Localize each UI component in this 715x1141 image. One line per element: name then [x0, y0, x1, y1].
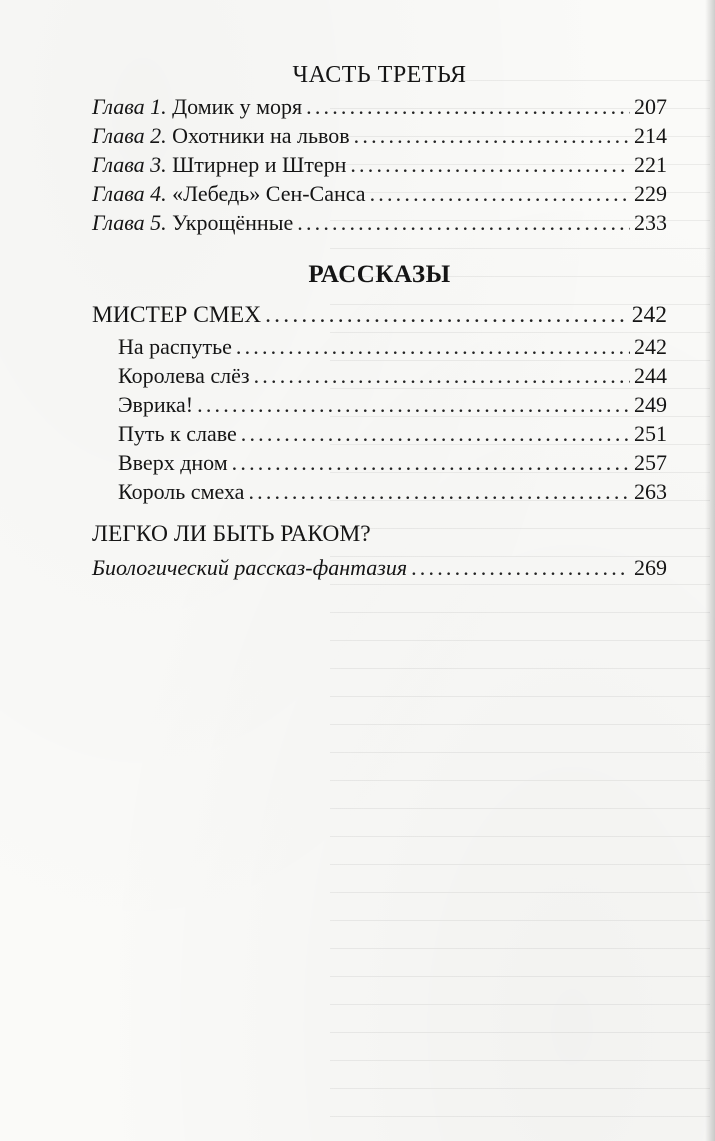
- page-number: 233: [634, 210, 667, 235]
- story-title: Путь к славе: [118, 421, 237, 446]
- chapter-prefix: Глава 1.: [92, 94, 167, 119]
- page-number: 242: [634, 334, 667, 359]
- page-number: 249: [634, 392, 667, 417]
- chapter-title: «Лебедь» Сен-Санса: [172, 181, 366, 206]
- dot-leader: [197, 390, 630, 419]
- toc-entry-chapter-4[interactable]: [92, 179, 667, 208]
- page-number: 214: [634, 123, 667, 148]
- story-title: Вверх дном: [118, 450, 228, 475]
- chapter-prefix: Глава 5.: [92, 210, 167, 235]
- toc-entry-chapter-3[interactable]: [92, 150, 667, 179]
- page-number: 221: [634, 152, 667, 177]
- chapter-prefix: Глава 2.: [92, 123, 167, 148]
- dot-leader: [265, 299, 628, 332]
- stories-heading: РАССКАЗЫ: [308, 261, 451, 288]
- page-number: 257: [634, 450, 667, 475]
- dot-leader: [236, 332, 630, 361]
- page-number: 263: [634, 479, 667, 504]
- story-title: Король смеха: [118, 479, 245, 504]
- toc-entry-chapter-1[interactable]: [92, 92, 667, 121]
- toc-entry-legko-title[interactable]: [92, 518, 667, 551]
- part-three-heading: ЧАСТЬ ТРЕТЬЯ: [292, 62, 467, 88]
- chapter-title: Охотники на львов: [172, 123, 350, 148]
- toc-entry-story[interactable]: [92, 390, 667, 419]
- dot-leader: [411, 553, 630, 582]
- dot-leader: [241, 419, 630, 448]
- page-number: 244: [634, 363, 667, 388]
- chapter-prefix: Глава 4.: [92, 181, 167, 206]
- chapter-title: Укрощённые: [172, 210, 294, 235]
- dot-leader: [297, 208, 630, 237]
- dot-leader: [248, 477, 630, 506]
- page-number: 269: [634, 555, 667, 580]
- dot-leader: [370, 179, 630, 208]
- dot-leader: [354, 121, 630, 150]
- dot-leader: [306, 92, 630, 121]
- section-subtitle: Биологический рассказ-фантазия: [92, 555, 408, 580]
- toc-entry-chapter-5[interactable]: [92, 208, 667, 237]
- page-number: 207: [634, 94, 667, 119]
- toc-entry-legko-subtitle[interactable]: [92, 553, 667, 582]
- toc-entry-story[interactable]: [92, 419, 667, 448]
- dot-leader: [232, 448, 630, 477]
- story-title: Королева слёз: [118, 363, 250, 388]
- chapter-title: Домик у моря: [172, 94, 303, 119]
- toc-entry-mister-smeh[interactable]: [92, 299, 667, 332]
- toc-entry-story[interactable]: [92, 477, 667, 506]
- toc-entry-story[interactable]: [92, 448, 667, 477]
- section-title: ЛЕГКО ЛИ БЫТЬ РАКОМ?: [92, 521, 371, 547]
- toc-entry-story[interactable]: [92, 332, 667, 361]
- page-number: 251: [634, 421, 667, 446]
- chapter-prefix: Глава 3.: [92, 152, 167, 177]
- page-number: 229: [634, 181, 667, 206]
- section-title: МИСТЕР СМЕХ: [92, 302, 262, 328]
- table-of-contents: [92, 58, 667, 582]
- toc-entry-chapter-2[interactable]: [92, 121, 667, 150]
- page-edge-shadow: [705, 0, 715, 1141]
- dot-leader: [254, 361, 630, 390]
- page-number: 242: [631, 302, 667, 328]
- toc-entry-story[interactable]: [92, 361, 667, 390]
- story-title: Эврика!: [118, 392, 194, 417]
- dot-leader: [350, 150, 630, 179]
- story-title: На распутье: [118, 334, 232, 359]
- chapter-title: Штирнер и Штерн: [172, 152, 347, 177]
